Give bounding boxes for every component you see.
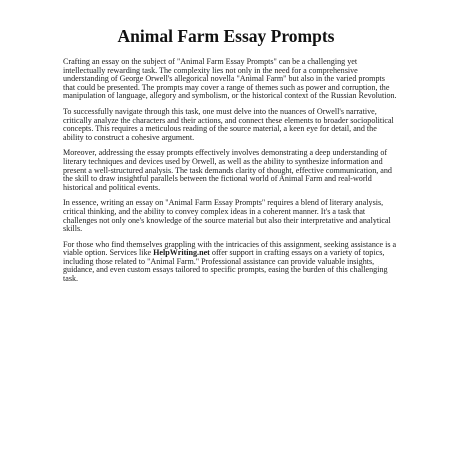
document-title: Animal Farm Essay Prompts bbox=[117, 26, 335, 46]
paragraph-assistance bbox=[63, 241, 397, 284]
paragraph-moreover: Moreover, addressing the essay prompts effectively involves demonstrating a deep understanding of literary techniques and devices used by Orwell, as well as the ability to synthesize information and present a well-structured analysis. The task demands clarity of thought, effective communication, and the skill to draw insightful parallels between the fictional world of Animal Farm and real-world historical and political events. bbox=[63, 148, 392, 192]
paragraph-intro: Crafting an essay on the subject of "Animal Farm Essay Prompts" can be a challenging yet intellectually rewarding task. The complexity lies not only in the need for a comprehensive understanding of George Orwell's allegorical novella "Animal Farm" but also in the varied prompts that could be presented. The prompts may cover a range of themes such as power and corruption, the manipulation of language, allegory and symbolism, or the historical context of the Russian Revolution. bbox=[63, 57, 397, 101]
paragraph-navigate: To successfully navigate through this task, one must delve into the nuances of Orwell's narrative, critically analyze the characters and their actions, and connect these elements to broader sociopolitical concepts. This requires a meticulous reading of the source material, a keen eye for detail, and the ability to construct a cohesive argument. bbox=[63, 106, 394, 142]
document-body bbox=[63, 58, 397, 291]
helpwriting-brand: HelpWriting.net bbox=[153, 248, 210, 258]
paragraph-essence: In essence, writing an essay on "Animal Farm Essay Prompts" requires a blend of literary analysis, critical thinking, and the ability to convey complex ideas in a coherent manner. It's a task that challenges not only one's knowledge of the source material but also their interpretative and analytical skills. bbox=[63, 198, 391, 234]
assistance-text-before: For those who find themselves grappling with the intricacies of this assignment, seeking assistance is a viable option. Services like bbox=[63, 239, 397, 258]
assistance-text-after: offer support in crafting essays on a variety of topics, including those related to "Animal Farm." Professional assistance can provide valuable insights, guidance, and even custom essays tailored to specific prompts, easing the burden of this challenging task. bbox=[63, 248, 388, 284]
